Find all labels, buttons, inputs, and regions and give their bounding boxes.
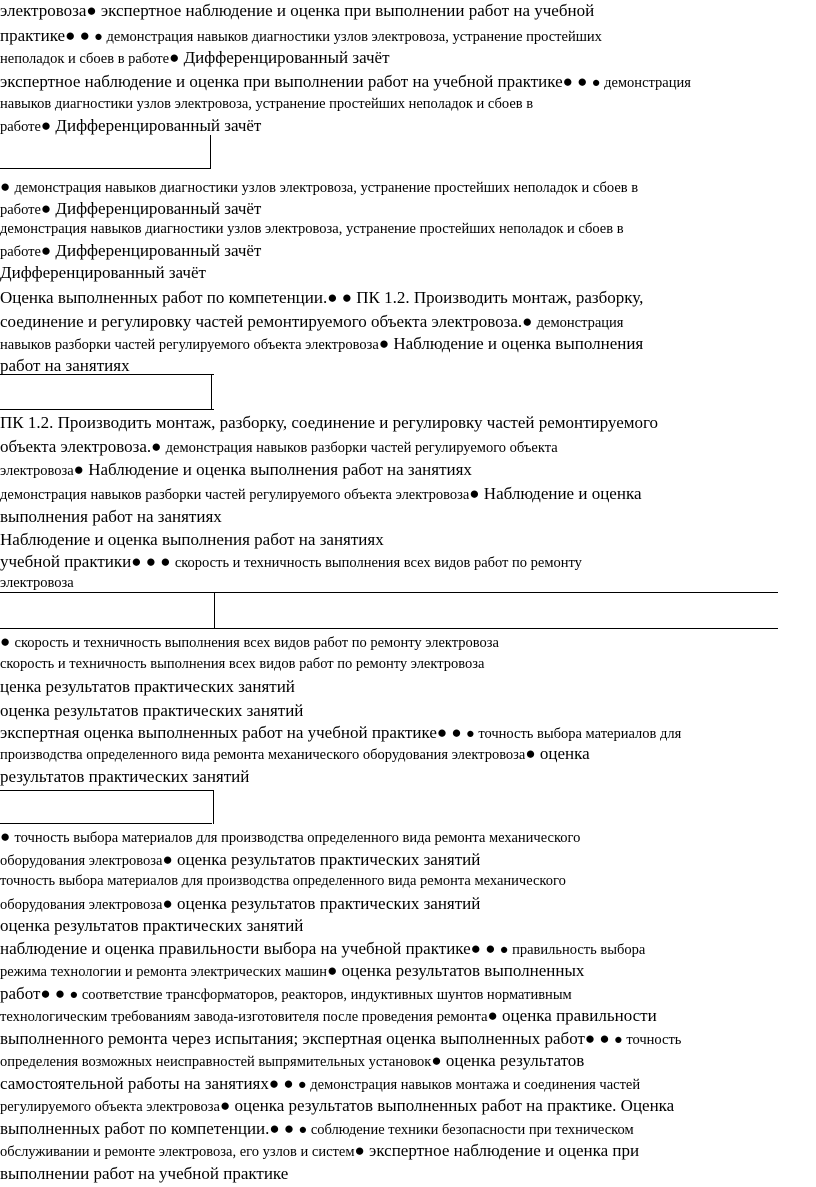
text-run: результатов практических занятий (0, 767, 250, 786)
text-line (0, 724, 681, 742)
text-run: учебной практики● ● ● (0, 552, 175, 571)
text-run: демонстрация навыков диагностики узлов электровоза, устранение простейших неполадок и сбоев в (14, 180, 639, 196)
text-run: ● Дифференцированный зачёт (169, 48, 390, 67)
text-run: ● экспертное наблюдение и оценка при (354, 1141, 640, 1160)
text-line (0, 178, 638, 196)
text-line (0, 985, 572, 1003)
text-line (0, 1120, 634, 1138)
text-run: наблюдение и оценка правильности выбора на учебной практике● ● (0, 939, 500, 958)
text-run: ● (0, 632, 15, 651)
text-run: экспертная оценка выполненных работ на учебной практике● ● (0, 723, 466, 742)
text-run: электровоза (0, 575, 74, 591)
text-run: объекта электровоза.● (0, 437, 166, 456)
text-line (0, 1165, 288, 1183)
text-line (0, 1075, 640, 1093)
table-rule (0, 628, 778, 629)
text-run: ● Дифференцированный зачёт (40, 199, 262, 218)
text-run: демонстрация навыков разборки частей регулируемого объекта (165, 440, 558, 456)
text-line (0, 461, 472, 479)
text-run: ● оценка результатов практических занятий (162, 894, 481, 913)
text-line (0, 702, 303, 720)
text-run: электровоза (0, 463, 74, 479)
text-run: самостоятельной работы на занятиях● ● (0, 1074, 298, 1093)
text-line (0, 633, 499, 651)
table-rule (0, 168, 211, 169)
text-line (0, 553, 582, 571)
text-run: ● соблюдение техники безопасности при техническом (298, 1122, 634, 1138)
text-run: режима технологии и ремонта электрических машин (0, 964, 328, 980)
text-run: демонстрация (536, 315, 624, 331)
text-run: ● оценка (525, 744, 590, 763)
text-line (0, 940, 645, 958)
text-run: скорость и техничность выполнения всех видов работ по ремонту электровоза (14, 635, 499, 651)
text-line (0, 73, 691, 91)
text-run: определения возможных неисправностей выпрямительных установок (0, 1054, 432, 1070)
text-run: выполнения работ на занятиях (0, 507, 222, 526)
text-run: ● (0, 827, 15, 846)
table-rule (214, 592, 215, 629)
text-run: ● Наблюдение и оценка (469, 484, 642, 503)
text-run: ● (0, 177, 15, 196)
text-line (0, 828, 580, 846)
text-run: демонстрация навыков разборки частей регулируемого объекта электровоза (0, 487, 470, 503)
text-line (0, 289, 643, 307)
text-line (0, 962, 584, 980)
text-line (0, 117, 261, 135)
text-line (0, 508, 222, 526)
text-line (0, 768, 249, 786)
text-line (0, 873, 566, 889)
text-run: работе (0, 119, 41, 135)
text-run: ● оценка результатов выполненных (327, 961, 585, 980)
table-rule (211, 374, 212, 410)
text-run: точность выбора материалов для производства определенного вида ремонта механического (0, 873, 566, 889)
text-run: выполнении работ на учебной практике (0, 1164, 289, 1183)
text-line (0, 414, 658, 432)
text-run: ● Наблюдение и оценка выполнения (378, 334, 644, 353)
text-run: соединение и регулировку частей ремонтируемого объекта электровоза.● (0, 312, 537, 331)
text-line (0, 242, 261, 260)
text-run: ● Дифференцированный зачёт (40, 241, 262, 260)
text-line (0, 27, 602, 45)
text-run: работе (0, 202, 41, 218)
text-run: навыков разборки частей регулируемого объекта электровоза (0, 337, 379, 353)
text-line (0, 200, 261, 218)
text-line (0, 485, 642, 503)
text-run: обслуживании и ремонте электровоза, его узлов и систем (0, 1144, 355, 1160)
text-run: ● Наблюдение и оценка выполнения работ на занятиях (73, 460, 472, 479)
text-run: ● Дифференцированный зачёт (40, 116, 262, 135)
text-line (0, 438, 558, 456)
table-rule (0, 823, 212, 824)
text-run: оборудования электровоза (0, 853, 163, 869)
text-run: оборудования электровоза (0, 897, 163, 913)
text-run: навыков диагностики узлов электровоза, устранение простейших неполадок и сбоев в (0, 96, 534, 112)
text-run: ● соответствие трансформаторов, реакторов, индуктивных шунтов нормативным (69, 987, 572, 1003)
text-run: ● демонстрация (591, 75, 691, 91)
text-line (0, 851, 480, 869)
text-run: выполненного ремонта через испытания; экспертная оценка выполненных работ● ● (0, 1029, 614, 1048)
text-line (0, 264, 206, 282)
text-line (0, 1007, 657, 1025)
text-run: оценка результатов практических занятий (0, 701, 304, 720)
text-run: работ● ● (0, 984, 70, 1003)
text-run: демонстрация навыков диагностики узлов электровоза, устранение простейших неполадок и сбоев в (0, 221, 624, 237)
text-line (0, 1142, 639, 1160)
text-run: ● точность выбора материалов для (465, 726, 682, 742)
text-run: ● правильность выбора (499, 942, 646, 958)
text-line (0, 745, 590, 763)
text-line (0, 357, 130, 375)
text-run: оценка результатов практических занятий (0, 916, 304, 935)
text-run: работ на занятиях (0, 356, 130, 375)
text-run: скорость и техничность выполнения всех видов работ по ремонту (174, 555, 582, 571)
text-run: ● оценка результатов выполненных работ на практике. Оценка (219, 1096, 675, 1115)
text-run: ● оценка результатов (431, 1051, 585, 1070)
text-run: ● демонстрация навыков монтажа и соединения частей (297, 1077, 641, 1093)
text-run: ● демонстрация навыков диагностики узлов электровоза, устранение простейших (94, 29, 602, 45)
text-line (0, 895, 480, 913)
text-line (0, 96, 533, 112)
text-run: точность выбора материалов для производства определенного вида ремонта механического (14, 830, 581, 846)
text-run: ● оценка результатов практических занятий (162, 850, 481, 869)
text-run: экспертное наблюдение и оценка при выполнении работ на учебной практике● ● (0, 72, 592, 91)
table-rule (213, 790, 214, 824)
text-run: Наблюдение и оценка выполнения работ на занятиях (0, 530, 384, 549)
text-line (0, 678, 295, 696)
text-run: электровоза● экспертное наблюдение и оценка при выполнении работ на учебной (0, 1, 595, 20)
text-line (0, 335, 643, 353)
text-line (0, 2, 594, 20)
text-run: работе (0, 244, 41, 260)
text-run: практике● ● (0, 26, 95, 45)
text-line (0, 917, 303, 935)
table-rule (210, 135, 211, 169)
text-line (0, 49, 390, 67)
text-run: ● точность (613, 1032, 682, 1048)
text-line (0, 1030, 681, 1048)
text-run: скорость и техничность выполнения всех видов работ по ремонту электровоза (0, 656, 485, 672)
text-run: технологическим требованиям завода-изготовителя после проведения ремонта (0, 1009, 488, 1025)
table-rule (0, 790, 214, 791)
text-line (0, 575, 74, 591)
text-run: ● оценка правильности (487, 1006, 657, 1025)
text-line (0, 656, 484, 672)
table-rule (0, 409, 214, 410)
text-run: ПК 1.2. Производить монтаж, разборку, соединение и регулировку частей ремонтируемого (0, 413, 659, 432)
text-run: выполненных работ по компетенции.● ● (0, 1119, 299, 1138)
text-line (0, 1052, 584, 1070)
text-line (0, 531, 384, 549)
text-run: неполадок и сбоев в работе (0, 51, 170, 67)
text-run: производства определенного вида ремонта механического оборудования электровоза (0, 747, 526, 763)
text-line (0, 313, 623, 331)
text-line (0, 1097, 674, 1115)
text-run: Оценка выполненных работ по компетенции.● ● ПК 1.2. Производить монтаж, разборку, (0, 288, 644, 307)
table-rule (0, 592, 778, 593)
text-run: Дифференцированный зачёт (0, 263, 206, 282)
text-line (0, 221, 624, 237)
text-run: ценка результатов практических занятий (0, 677, 295, 696)
text-run: регулируемого объекта электровоза (0, 1099, 220, 1115)
